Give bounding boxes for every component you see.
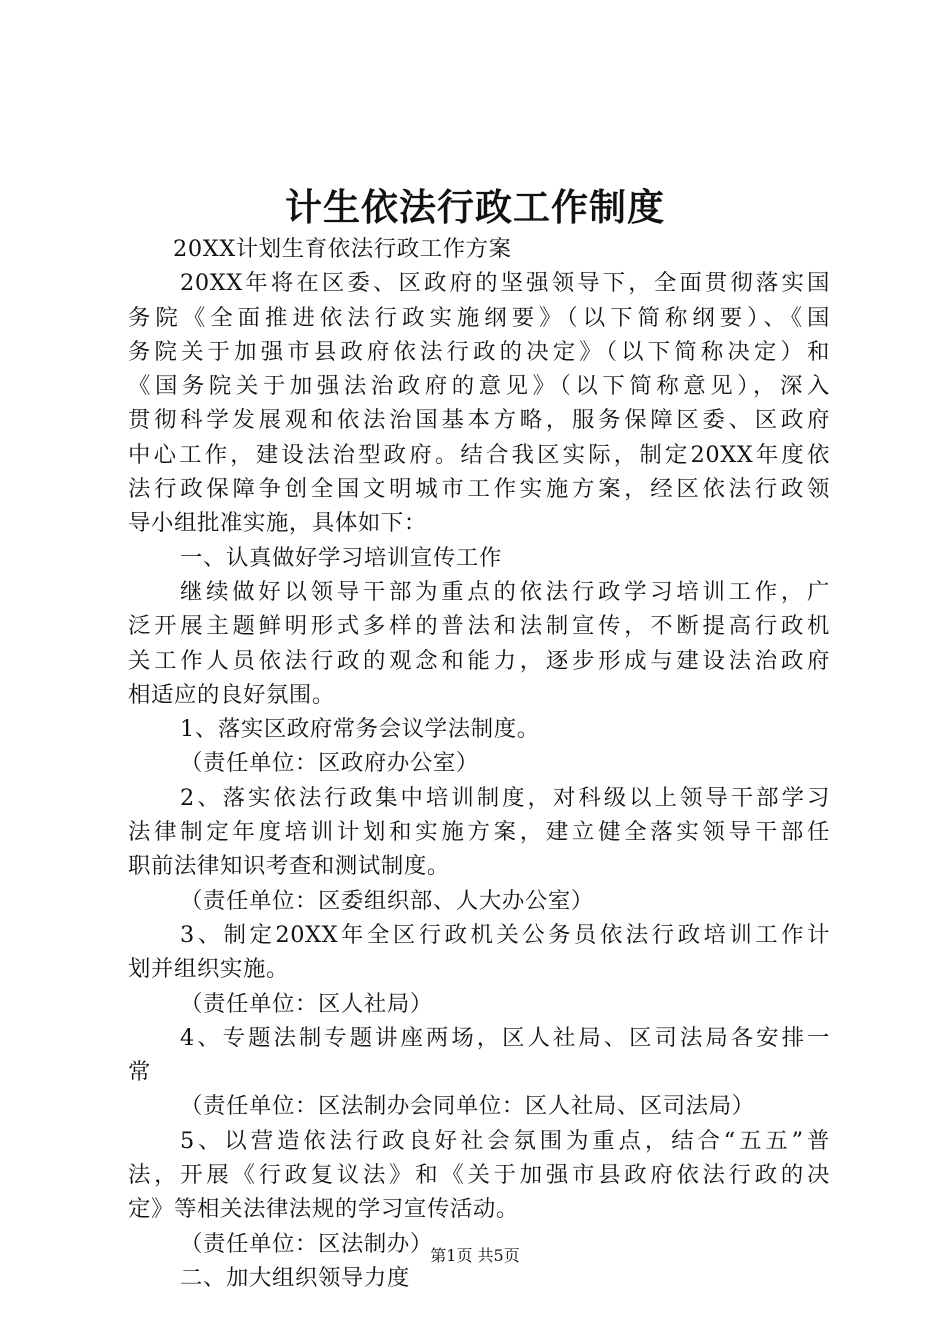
doc-line: 关工作人员依法行政的观念和能力，逐步形成与建设法治政府 <box>128 647 830 674</box>
section-heading: 一、认真做好学习培训宣传工作 <box>180 544 502 571</box>
responsibility-note: （责任单位：区法制办） <box>180 1230 433 1257</box>
section-heading: 二、加大组织领导力度 <box>180 1264 410 1291</box>
doc-line: 4、专题法制专题讲座两场，区人社局、区司法局各安排一 <box>180 1024 830 1051</box>
doc-line: 务院《全面推进依法行政实施纲要》（以下简称纲要）、《国 <box>128 304 830 331</box>
doc-line: 中心工作，建设法治型政府。结合我区实际，制定20XX年度依 <box>128 441 830 468</box>
doc-line: 常 <box>128 1059 151 1086</box>
responsibility-note: （责任单位：区人社局） <box>180 990 433 1017</box>
doc-line: 《国务院关于加强法治政府的意见》（以下简称意见），深入 <box>128 373 830 400</box>
doc-line: 法律制定年度培训计划和实施方案，建立健全落实领导干部任 <box>128 819 830 846</box>
doc-line: 泛开展主题鲜明形式多样的普法和法制宣传，不断提高行政机 <box>128 613 830 640</box>
doc-line: 继续做好以领导干部为重点的依法行政学习培训工作，广 <box>180 578 830 605</box>
doc-line: 贯彻科学发展观和依法治国基本方略，服务保障区委、区政府 <box>128 407 830 434</box>
doc-line: 职前法律知识考查和测试制度。 <box>128 853 450 880</box>
doc-line: 相适应的良好氛围。 <box>128 681 335 708</box>
doc-line: 务院关于加强市县政府依法行政的决定》（以下简称决定）和 <box>128 338 830 365</box>
doc-line: 5、以营造依法行政良好社会氛围为重点，结合“五五”普 <box>180 1127 830 1154</box>
responsibility-note: （责任单位：区政府办公室） <box>180 750 479 777</box>
responsibility-note: （责任单位：区法制办会同单位：区人社局、区司法局） <box>180 1093 755 1120</box>
doc-line: 2、落实依法行政集中培训制度，对科级以上领导干部学习 <box>180 784 830 811</box>
doc-line: 划并组织实施。 <box>128 956 289 983</box>
doc-line: 3、制定20XX年全区行政机关公务员依法行政培训工作计 <box>180 921 830 948</box>
doc-line: 20XX年将在区委、区政府的坚强领导下，全面贯彻落实国 <box>180 270 830 297</box>
doc-line: 导小组批准实施，具体如下： <box>128 510 427 537</box>
page-number: 第1页 共5页 <box>430 1246 520 1265</box>
doc-line: 法，开展《行政复议法》和《关于加强市县政府依法行政的决 <box>128 1162 830 1189</box>
responsibility-note: （责任单位：区委组织部、人大办公室） <box>180 887 594 914</box>
doc-line: 20XX计划生育依法行政工作方案 <box>173 236 512 262</box>
doc-line: 1、落实区政府常务会议学法制度。 <box>180 716 540 743</box>
doc-line: 法行政保障争创全国文明城市工作实施方案，经区依法行政领 <box>128 476 830 503</box>
doc-line: 定》等相关法律法规的学习宣传活动。 <box>128 1196 519 1223</box>
document-body <box>128 232 830 1295</box>
document-title: 计生依法行政工作制度 <box>285 185 665 229</box>
